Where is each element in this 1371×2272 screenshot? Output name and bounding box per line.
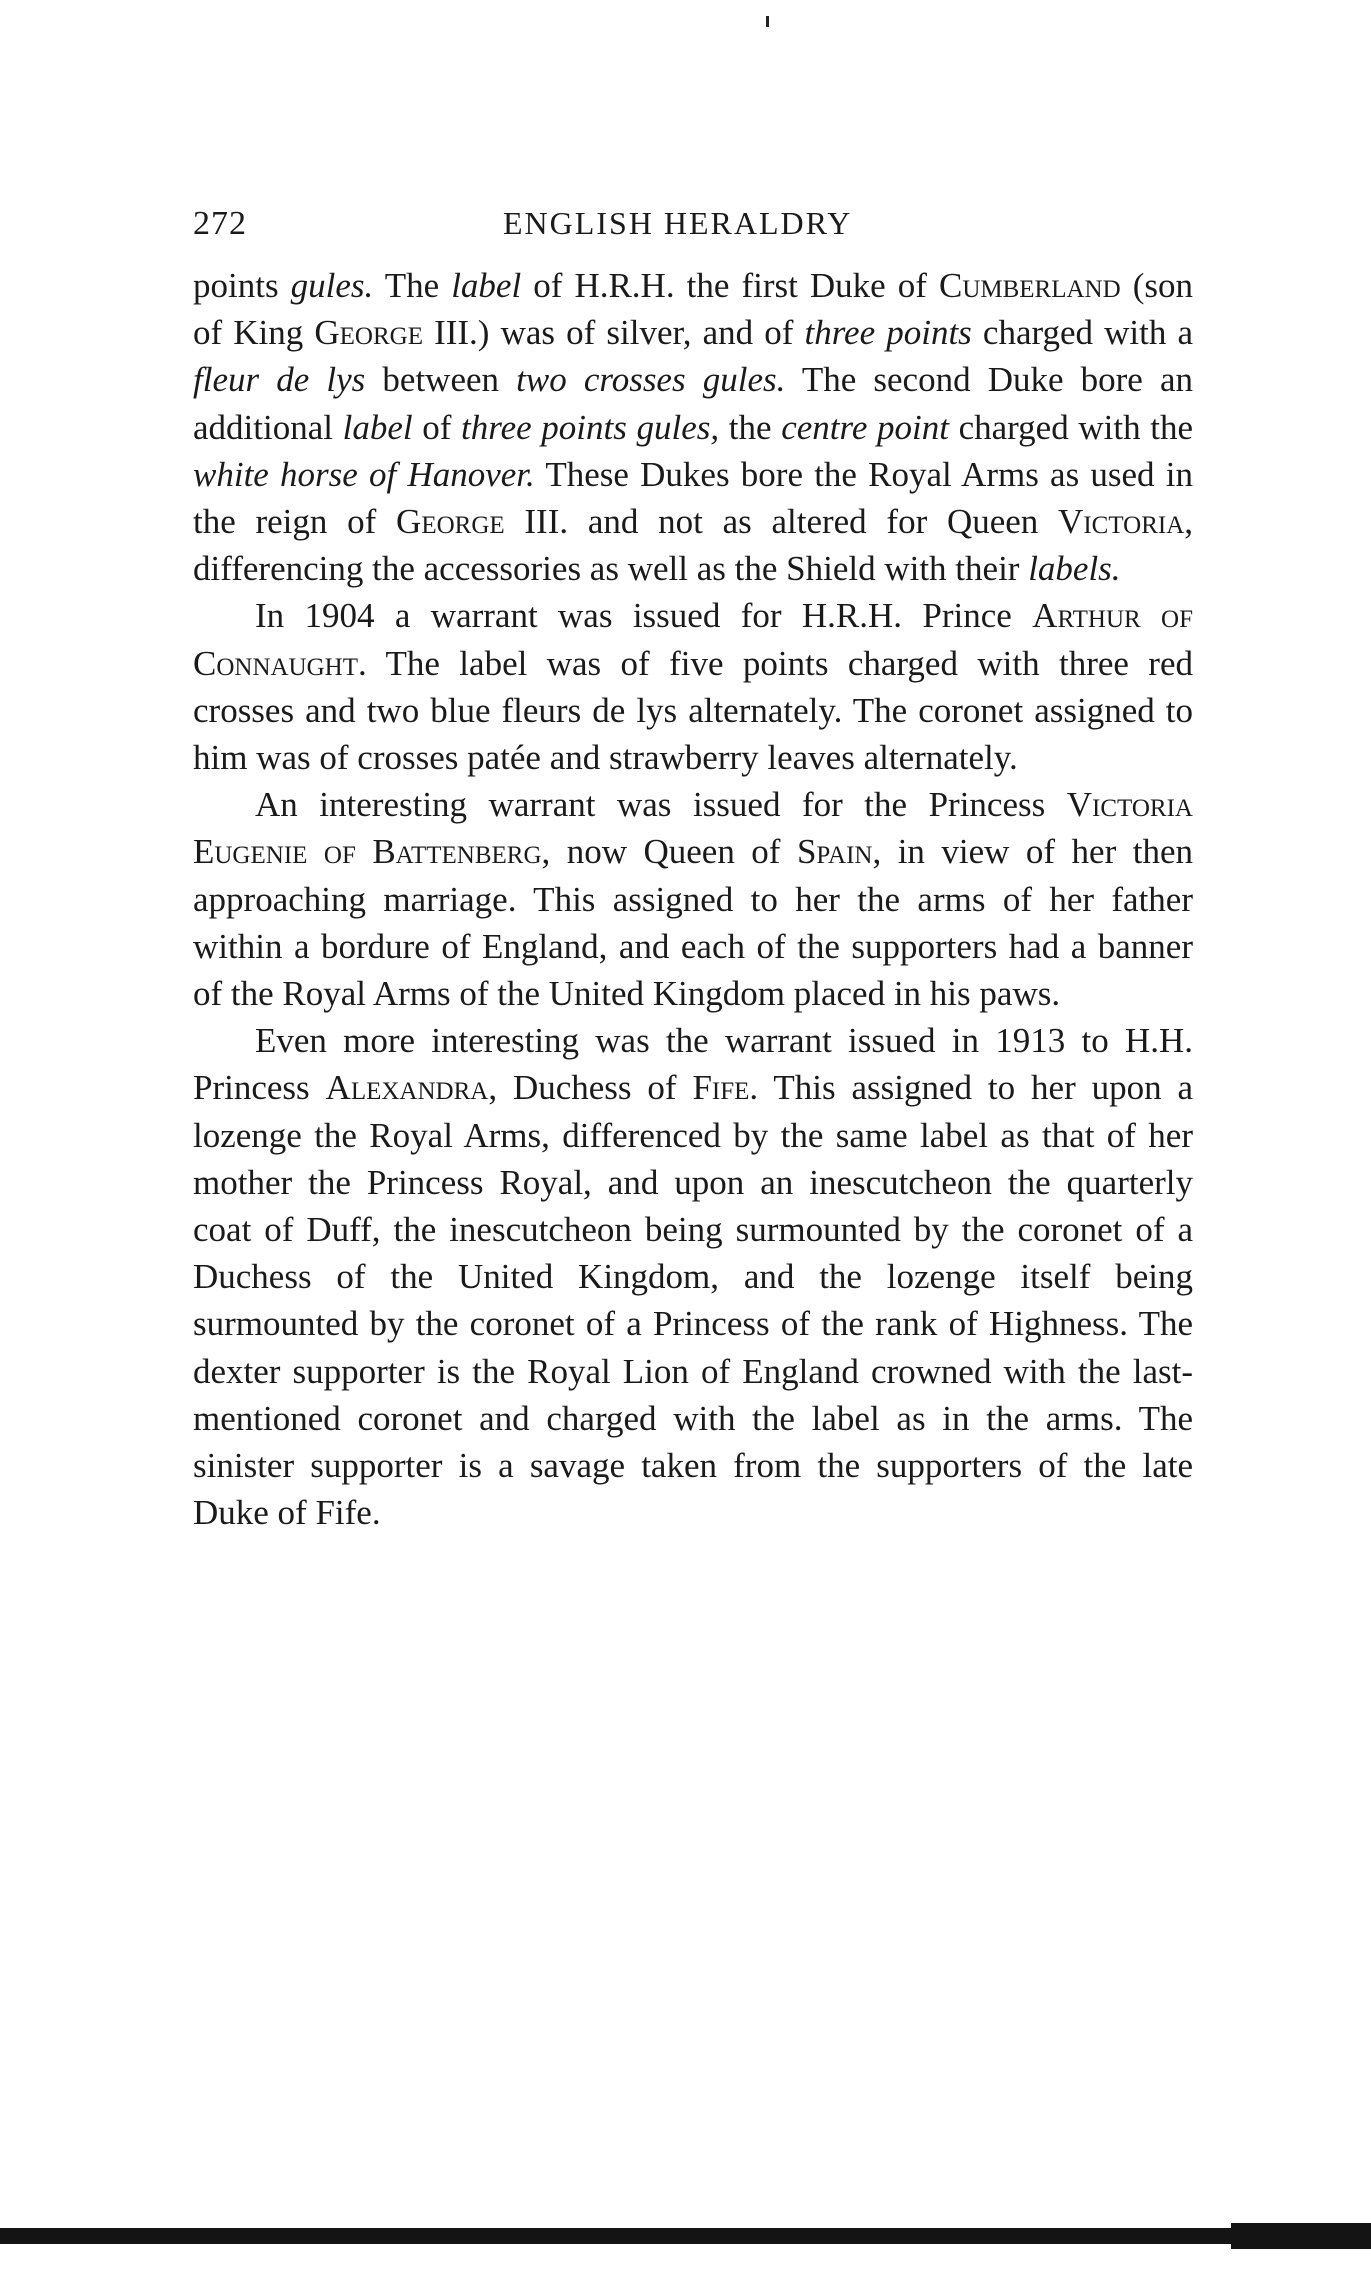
paragraph-cumberland-labels: points gules. The label of H.R.H. the first Duke of Cumberland (son of King George III.) was of silver, and of three points charged with a fleur de lys between two crosses gules. The second Duke bore an additional label of three points gules, the centre point charged with the white horse of Hanover. These Dukes bore the Royal Arms as used in the reign of George III. and not as altered for Queen Victoria, differencing the accessories as well as the Shield with their labels. [193,266,1194,589]
paragraph-fife-warrant: Even more interesting was the warrant issued in 1913 to H.H. Princess Alexandra, Duchess of Fife. This assigned to her upon a lozenge the Royal Arms, differenced by the same label as that of her mother the Princess Royal, and upon an inescutcheon the quarterly coat of Duff, the inescutcheon being surmounted by the coronet of a Duchess of the United Kingdom, and the lozenge itself being surmounted by the coronet of a Princess of the rank of Highness. The dexter supporter is the Royal Lion of England crowned with the last-mentioned coronet and charged with the label as in the arms. The sinister supporter is a savage taken from the supporters of the late Duke of Fife. [193,1021,1194,1533]
paragraph-connaught-warrant: In 1904 a warrant was issued for H.R.H. Prince Arthur of Connaught. The label was of five points charged with three red crosses and two blue fleurs de lys alternately. The coronet assigned to him was of crosses patée and strawberry leaves alternately. [193,596,1193,778]
running-title: ENGLISH HERALDRY [503,205,853,241]
running-head [193,205,1193,255]
ink-speck [766,16,769,27]
body-text [193,262,1193,1536]
scan-edge-bar [0,2228,1371,2244]
paragraph-battenberg-warrant: An interesting warrant was issued for the Princess Victoria Eugenie of Battenberg, now Queen of Spain, in view of her then approaching marriage. This assigned to her the arms of her father within a bordure of England, and each of the supporters had a banner of the Royal Arms of the United Kingdom placed in his paws. [193,785,1193,1014]
page-number: 272 [193,205,247,242]
